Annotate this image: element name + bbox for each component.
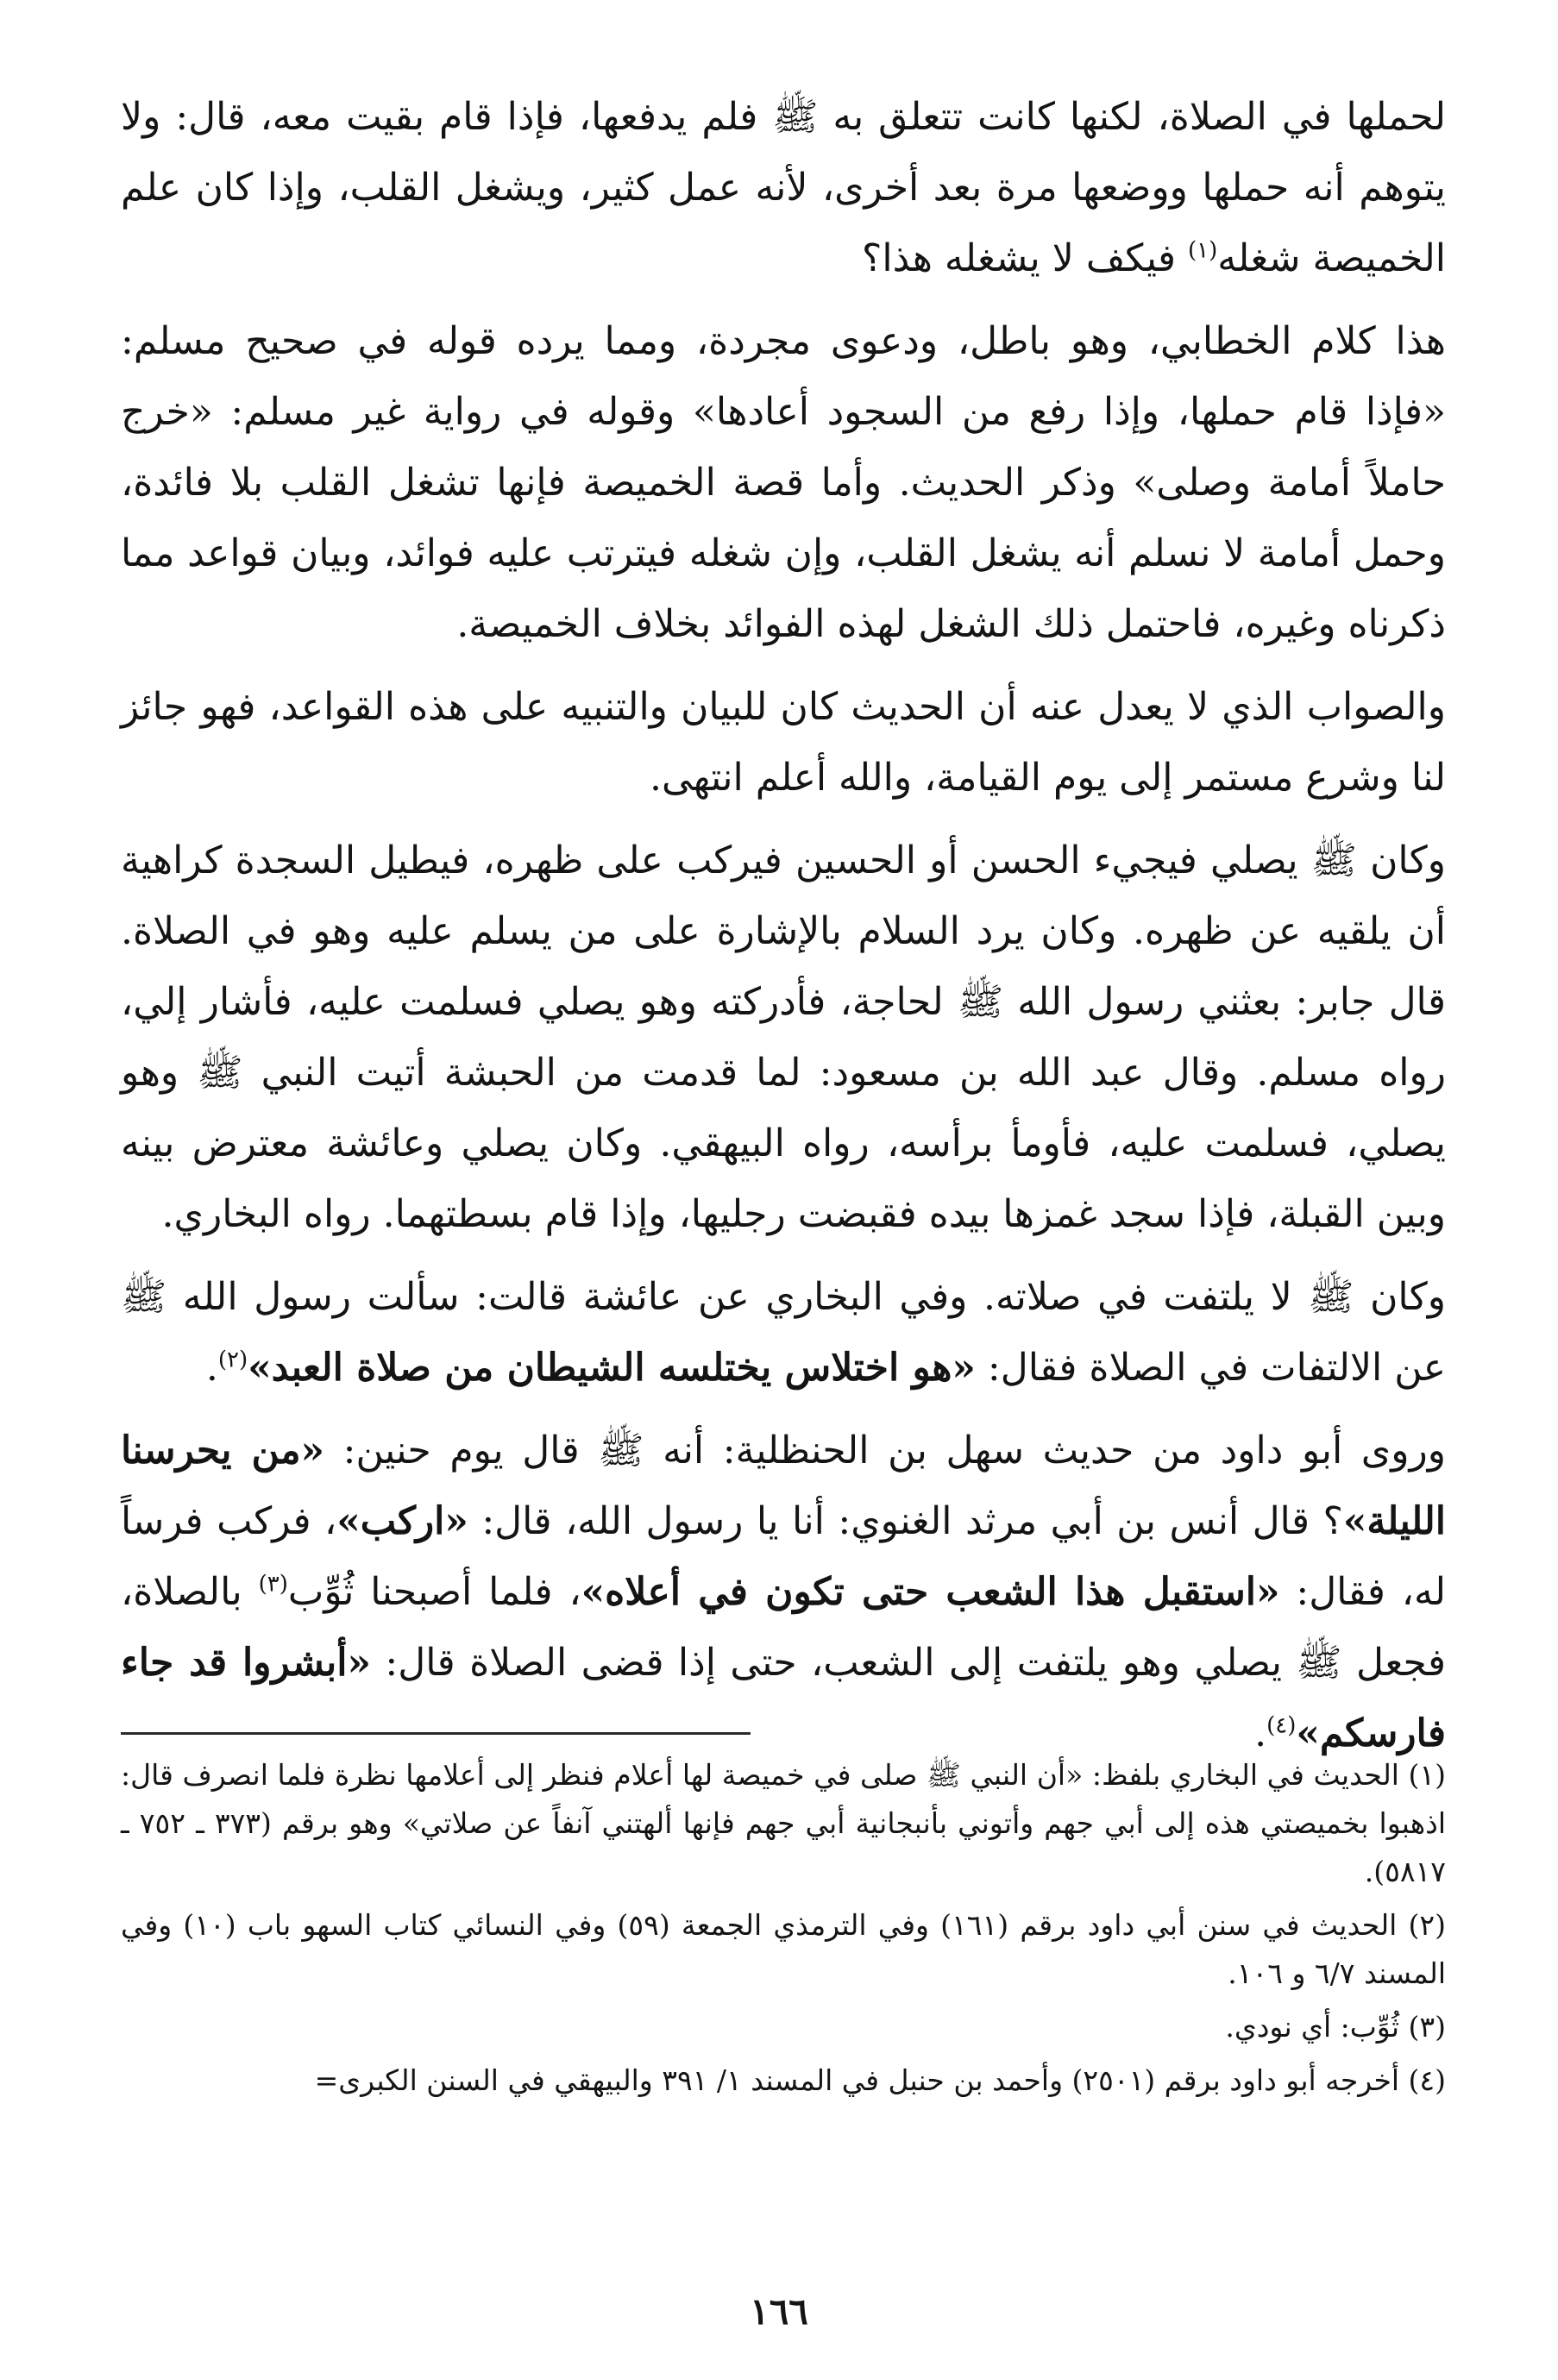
paragraph-6-part-f: .	[1254, 1711, 1267, 1755]
paragraph-6-part-e: بالصلاة، فجعل ﷺ يصلي وهو يلتفت إلى الشعب، حتى إذا قضى الصلاة قال:	[121, 1570, 1446, 1685]
hadith-quote: «هو اختلاس يختلسه الشيطان من صلاة العبد»	[248, 1346, 976, 1390]
footnote-divider	[121, 1732, 751, 1735]
paragraph-2: هذا كلام الخطابي، وهو باطل، ودعوى مجردة، ومما يرده قوله في صحيح مسلم: «فإذا قام حملها، وإذا رفع من السجود أعادها» وقوله في رواية غير مسلم: «خرج حاملاً أمامة وصلى» وذكر الحديث. وأما قصة الخميصة فإنها تشغل القلب بلا فائدة، وحمل أمامة لا نسلم أنه يشغل القلب، وإن شغله فيترتب عليه فوائد، وبيان قواعد مما ذكرناه وغيره، فاحتمل ذلك الشغل لهذه الفوائد بخلاف الخميصة.	[121, 319, 1446, 646]
paragraph-1-tail: فيكف لا يشغله هذا؟	[862, 236, 1188, 280]
paragraph-6-part-b: ؟ قال أنس بن أبي مرثد الغنوي: أنا يا رسول الله، قال:	[468, 1499, 1343, 1543]
paragraph-1-text: لحملها في الصلاة، لكنها كانت تتعلق به ﷺ فلم يدفعها، فإذا قام بقيت معه، قال: ولا يتوهم أنه حملها ووضعها مرة بعد أخرى، لأنه عمل كثير، ويشغل القلب، وإذا كان علم الخميصة شغله	[121, 95, 1446, 280]
footnote-ref-1: (١)	[1187, 237, 1218, 264]
paragraph-1	[121, 82, 1446, 294]
hadith-quote-3: «استقبل هذا الشعب حتى تكون في أعلاه»	[581, 1570, 1280, 1614]
paragraph-6	[121, 1416, 1446, 1769]
hadith-quote-4: «أبشروا قد جاء فارسكم»	[121, 1641, 1446, 1755]
paragraph-5-text: وكان ﷺ لا يلتفت في صلاته. وفي البخاري عن عائشة قالت: سألت رسول الله ﷺ عن الالتفات في الصلاة فقال:	[121, 1275, 1446, 1390]
paragraph-3: والصواب الذي لا يعدل عنه أن الحديث كان للبيان والتنبيه على هذه القواعد، فهو جائز لنا وشرع مستمر إلى يوم القيامة، والله أعلم انتهى.	[121, 685, 1446, 800]
footnote-ref-4: (٤)	[1266, 1712, 1297, 1739]
paragraph-5	[121, 1262, 1446, 1404]
footnote-ref-2: (٢)	[217, 1347, 248, 1373]
page-number: ١٦٦	[750, 2290, 808, 2333]
paragraph-6-part-a: وروى أبو داود من حديث سهل بن الحنظلية: أنه ﷺ قال يوم حنين:	[324, 1429, 1446, 1473]
hadith-quote-1: «من يحرسنا الليلة»	[121, 1429, 1446, 1543]
footnote-2: (٢) الحديث في سنن أبي داود برقم (١٦١) وفي الترمذي الجمعة (٥٩) وفي النسائي كتاب السهو باب (١٠) وفي المسند ٦/٧ و ١٠٦.	[121, 1908, 1446, 1990]
footnotes	[121, 1751, 1446, 2110]
main-text	[121, 82, 1446, 1780]
footnote-1: (١) الحديث في البخاري بلفظ: «أن النبي ﷺ صلى في خميصة لها أعلام فنظر إلى أعلامها نظرة فلما انصرف قال: اذهبوا بخميصتي هذه إلى أبي جهم وأتوني بأنبجانية أبي جهم فإنها ألهتني آنفاً عن صلاتي» وهو برقم (٣٧٣ ـ ٧٥٢ ـ ٥٨١٧).	[121, 1758, 1446, 1888]
footnote-3: (٣) ثُوِّب: أي نودي.	[1225, 2010, 1446, 2044]
footnote-4: (٤) أخرجه أبو داود برقم (٢٥٠١) وأحمد بن حنبل في المسند ١/ ٣٩١ والبيهقي في السنن الكبرى=	[314, 2063, 1446, 2097]
paragraph-6-part-c: ، فركب فرساً له، فقال:	[121, 1499, 1446, 1614]
footnote-ref-3: (٣)	[258, 1571, 288, 1598]
paragraph-4: وكان ﷺ يصلي فيجيء الحسن أو الحسين فيركب على ظهره، فيطيل السجدة كراهية أن يلقيه عن ظهره. وكان يرد السلام بالإشارة على من يسلم عليه وهو في الصلاة. قال جابر: بعثني رسول الله ﷺ لحاجة، فأدركته وهو يصلي فسلمت عليه، فأشار إلي، رواه مسلم. وقال عبد الله بن مسعود: لما قدمت من الحبشة أتيت النبي ﷺ وهو يصلي، فسلمت عليه، فأومأ برأسه، رواه البيهقي. وكان يصلي وعائشة معترض بينه وبين القبلة، فإذا سجد غمزها بيده فقبضت رجليها، وإذا قام بسطتهما. رواه البخاري.	[121, 838, 1446, 1236]
paragraph-6-part-d: ، فلما أصبحنا ثُوِّب	[287, 1570, 581, 1614]
paragraph-5-tail: .	[205, 1346, 218, 1390]
hadith-quote-2: «اركب»	[336, 1499, 468, 1543]
